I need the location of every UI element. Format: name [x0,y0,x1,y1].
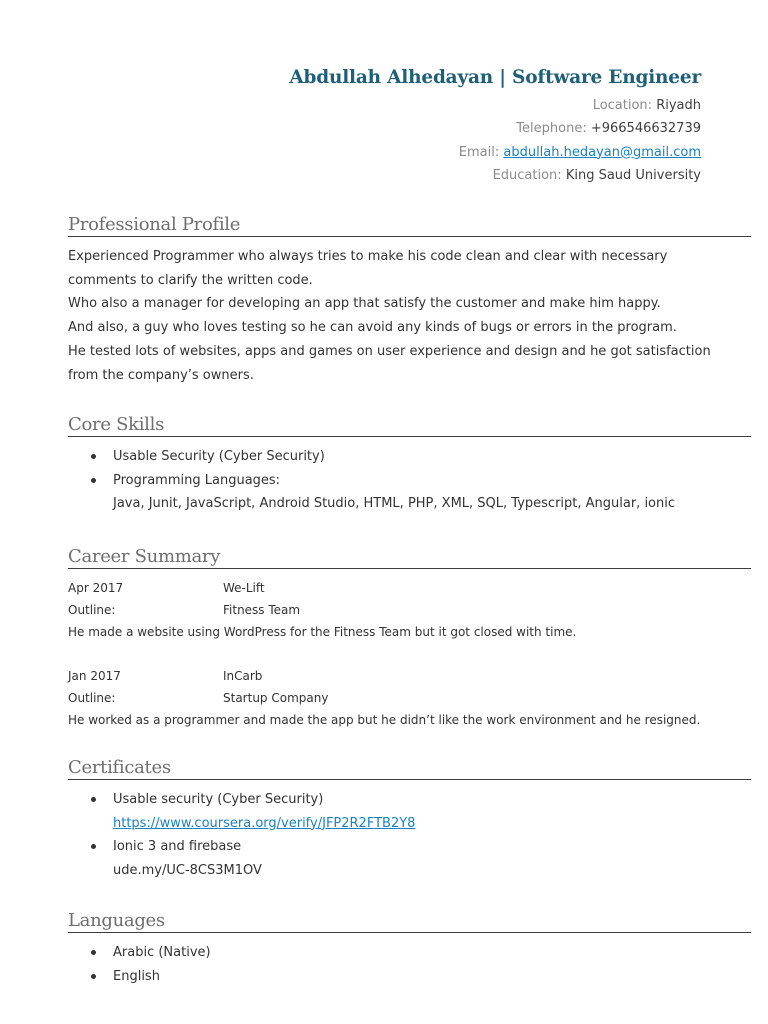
certificate-detail: ude.my/UC-8CS3M1OV [113,863,262,879]
list-item [68,788,751,835]
job-company: We-Lift [223,581,265,595]
job-description: He made a website using WordPress for the Fitness Team but it got closed with time. [68,625,577,639]
profile-line: Experienced Programmer who always tries to make his code clean and clear with necessary [68,249,668,264]
job-company: InCarb [223,669,263,683]
education-label: Education: [492,167,562,183]
contact-header [289,67,701,187]
section-heading: Languages [68,910,751,933]
certificates-list [68,788,751,883]
certificate-link[interactable]: https://www.coursera.org/verify/JFP2R2FTB2Y8 [113,815,416,831]
section-heading: Certificates [68,757,751,780]
location-value: Riyadh [656,98,701,113]
list-item: English [68,965,751,989]
profile-line: from the company’s owners. [68,367,254,383]
location-label: Location: [592,98,653,113]
profile-line: He tested lots of websites, apps and games on user experience and design and he got satisfaction [68,343,711,359]
list-item [68,469,751,516]
job-outline-row [68,687,751,709]
skill-detail: Java, Junit, JavaScript, Android Studio, HTML, PHP, XML, SQL, Typescript, Angular, ionic [113,496,676,512]
certificates-section [68,757,751,883]
job-entry [68,577,751,643]
list-item [68,835,751,882]
job-outline: Fitness Team [223,603,301,617]
education-line [289,164,701,187]
list-item: Arabic (Native) [68,941,751,965]
job-description: He worked as a programmer and made the app but he didn’t like the work environment and he resigned. [68,713,701,727]
name-title: Abdullah Alhedayan | Software Engineer [289,67,701,88]
profile-line: And also, a guy who loves testing so he can avoid any kinds of bugs or errors in the program. [68,320,677,336]
languages-section [68,910,751,988]
job-outline: Startup Company [223,691,329,705]
section-heading: Career Summary [68,546,751,569]
education-value: King Saud University [565,167,701,183]
telephone-line [289,117,701,140]
profile-line: comments to clarify the written code. [68,272,313,288]
email-label: Email: [458,144,500,160]
email-link[interactable]: abdullah.hedayan@gmail.com [503,144,701,160]
job-entry [68,665,751,731]
resume-page [68,0,751,1024]
certificate-title: Usable security (Cyber Security) [113,792,324,807]
job-outline-label: Outline: [68,603,116,617]
core-skills-section [68,414,751,516]
job-outline-row [68,599,751,621]
skill-title: Programming Languages: [113,472,281,488]
job-date: Apr 2017 [68,581,124,595]
job-date-row [68,665,751,687]
career-summary-section [68,546,751,731]
professional-profile-section [68,214,751,387]
job-date-row [68,577,751,599]
telephone-value: +966546632739 [590,121,701,137]
email-line [289,141,701,164]
job-date: Jan 2017 [68,669,121,683]
skills-list [68,445,751,516]
languages-list [68,941,751,988]
profile-line: Who also a manager for developing an app that satisfy the customer and make him happy. [68,296,661,312]
skill-title: Usable Security (Cyber Security) [113,449,325,464]
list-item [68,445,751,469]
section-heading: Professional Profile [68,214,751,237]
location-line [289,94,701,117]
certificate-title: Ionic 3 and firebase [113,839,242,855]
telephone-label: Telephone: [516,121,587,137]
section-heading: Core Skills [68,414,751,437]
job-outline-label: Outline: [68,691,116,705]
